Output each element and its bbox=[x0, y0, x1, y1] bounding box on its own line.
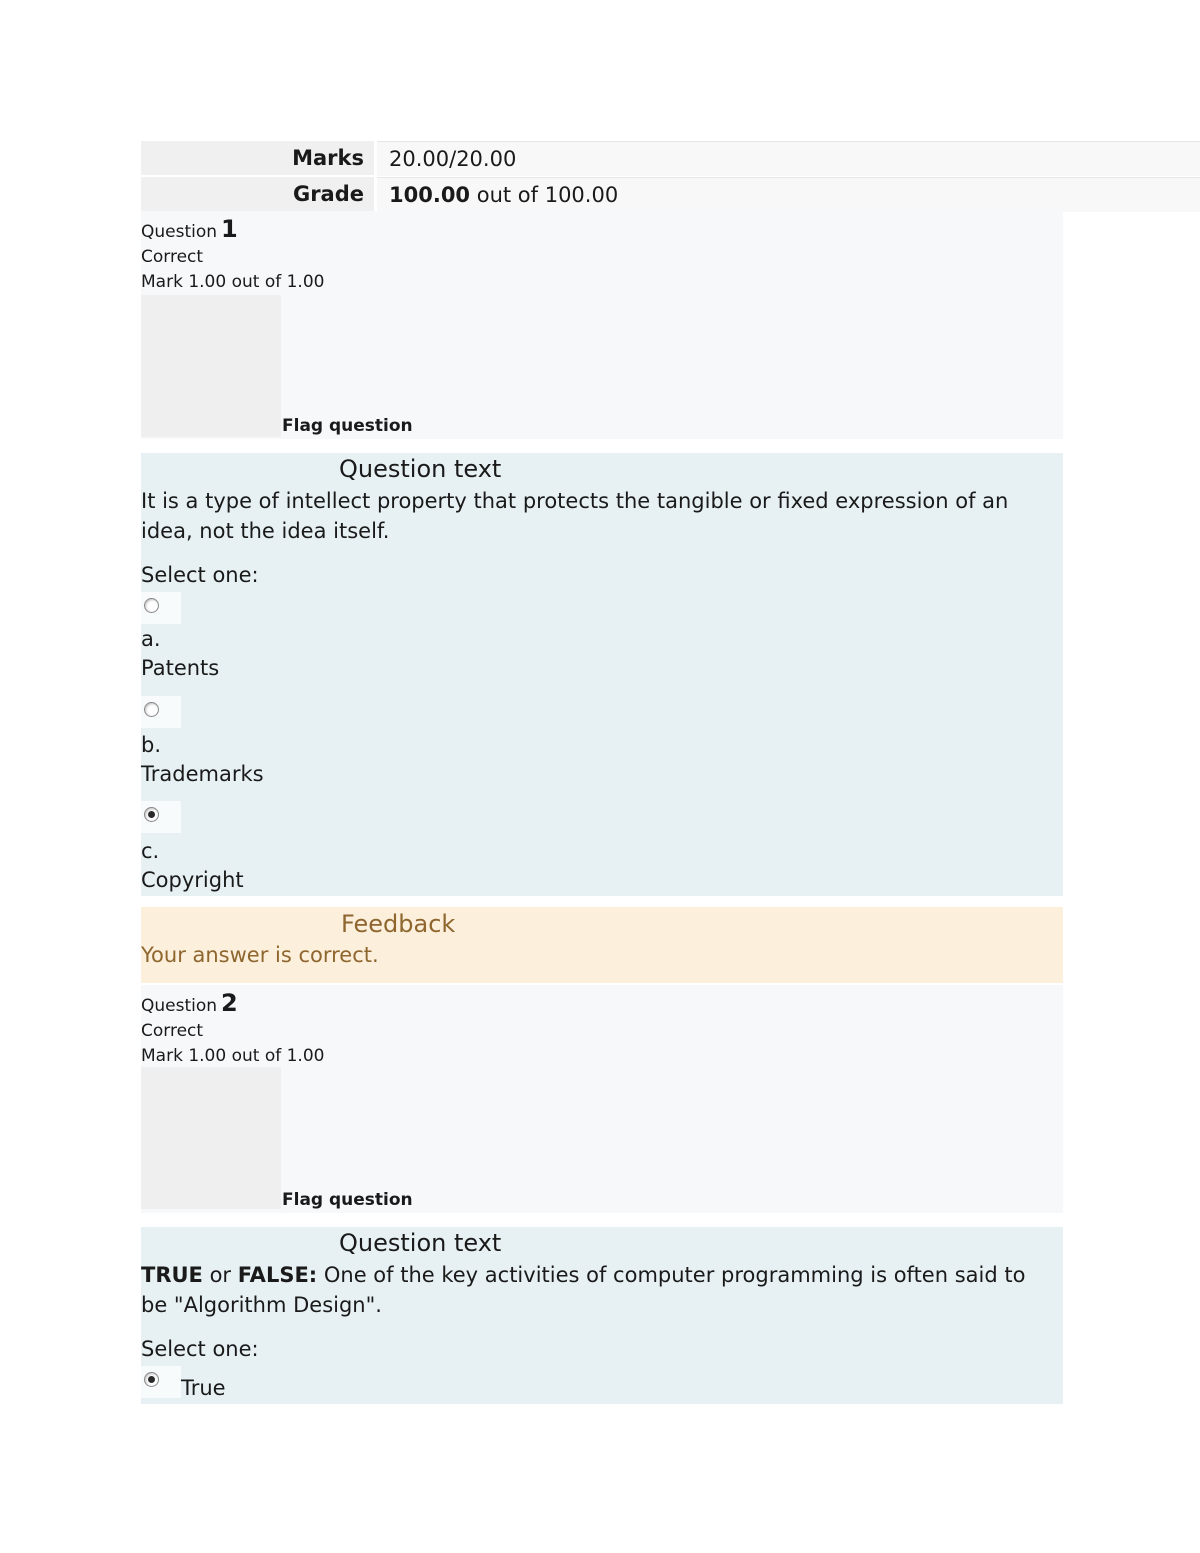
grade-value bbox=[377, 177, 1200, 212]
option-b-radio-wrap bbox=[141, 696, 181, 728]
false-word: FALSE: bbox=[237, 1263, 318, 1287]
summary-marks-row bbox=[141, 141, 1200, 175]
feedback-text: Your answer is correct. bbox=[141, 943, 379, 967]
feedback-heading: Feedback bbox=[341, 910, 456, 938]
question-2-text bbox=[141, 1260, 1056, 1320]
question-text-heading: Question text bbox=[339, 455, 502, 483]
question-2-info bbox=[141, 985, 1063, 1213]
question-1-number bbox=[141, 215, 238, 243]
option-c-label[interactable]: Copyright bbox=[141, 868, 244, 892]
option-a-radio-wrap bbox=[141, 592, 181, 624]
select-one-prompt: Select one: bbox=[141, 1337, 259, 1361]
flag-question-link-1[interactable]: Flag question bbox=[282, 416, 413, 436]
question-label: Question bbox=[141, 996, 218, 1016]
grade-value-score: 100.00 bbox=[389, 183, 471, 207]
question-1-formulation bbox=[141, 453, 1063, 896]
question-2-state: Correct bbox=[141, 1021, 204, 1041]
flag-icon[interactable] bbox=[141, 1067, 281, 1209]
question-text-heading: Question text bbox=[339, 1229, 502, 1257]
option-a-radio[interactable] bbox=[144, 598, 159, 613]
flag-question-link-2[interactable]: Flag question bbox=[282, 1190, 413, 1210]
question-1-feedback bbox=[141, 907, 1063, 983]
option-c-letter: c. bbox=[141, 839, 160, 863]
question-2-grade: Mark 1.00 out of 1.00 bbox=[141, 1046, 325, 1066]
option-a-label[interactable]: Patents bbox=[141, 656, 220, 680]
summary-grade-row bbox=[141, 177, 1200, 211]
question-2-number bbox=[141, 989, 238, 1017]
question-2-formulation bbox=[141, 1227, 1063, 1404]
question-2-statement: One of the key activities of computer programming is often said to be "Algorithm Design". bbox=[141, 1263, 1026, 1317]
option-a-letter: a. bbox=[141, 627, 161, 651]
option-b-letter: b. bbox=[141, 733, 162, 757]
true-word: TRUE bbox=[141, 1263, 203, 1287]
option-true-label[interactable]: True bbox=[181, 1376, 226, 1400]
option-c-radio[interactable] bbox=[144, 807, 159, 822]
grade-label: Grade bbox=[141, 177, 374, 211]
question-number: 2 bbox=[221, 989, 238, 1017]
grade-value-total: out of 100.00 bbox=[470, 183, 619, 207]
flag-icon[interactable] bbox=[141, 295, 281, 437]
question-label: Question bbox=[141, 222, 218, 242]
option-b-label[interactable]: Trademarks bbox=[141, 762, 264, 786]
question-1-text: It is a type of intellect property that protects the tangible or fixed expression of an idea, not the idea itself. bbox=[141, 489, 1009, 543]
question-1-grade: Mark 1.00 out of 1.00 bbox=[141, 272, 325, 292]
option-b-radio[interactable] bbox=[144, 702, 159, 717]
question-1-info bbox=[141, 211, 1063, 439]
or-word: or bbox=[202, 1263, 238, 1287]
select-one-prompt: Select one: bbox=[141, 563, 259, 587]
question-number: 1 bbox=[221, 215, 238, 243]
option-true-radio-wrap bbox=[141, 1366, 181, 1398]
marks-value: 20.00/20.00 bbox=[377, 141, 1200, 176]
option-c-radio-wrap bbox=[141, 801, 181, 833]
option-true-radio[interactable] bbox=[144, 1372, 159, 1387]
marks-label: Marks bbox=[141, 141, 374, 175]
question-1-state: Correct bbox=[141, 247, 204, 267]
